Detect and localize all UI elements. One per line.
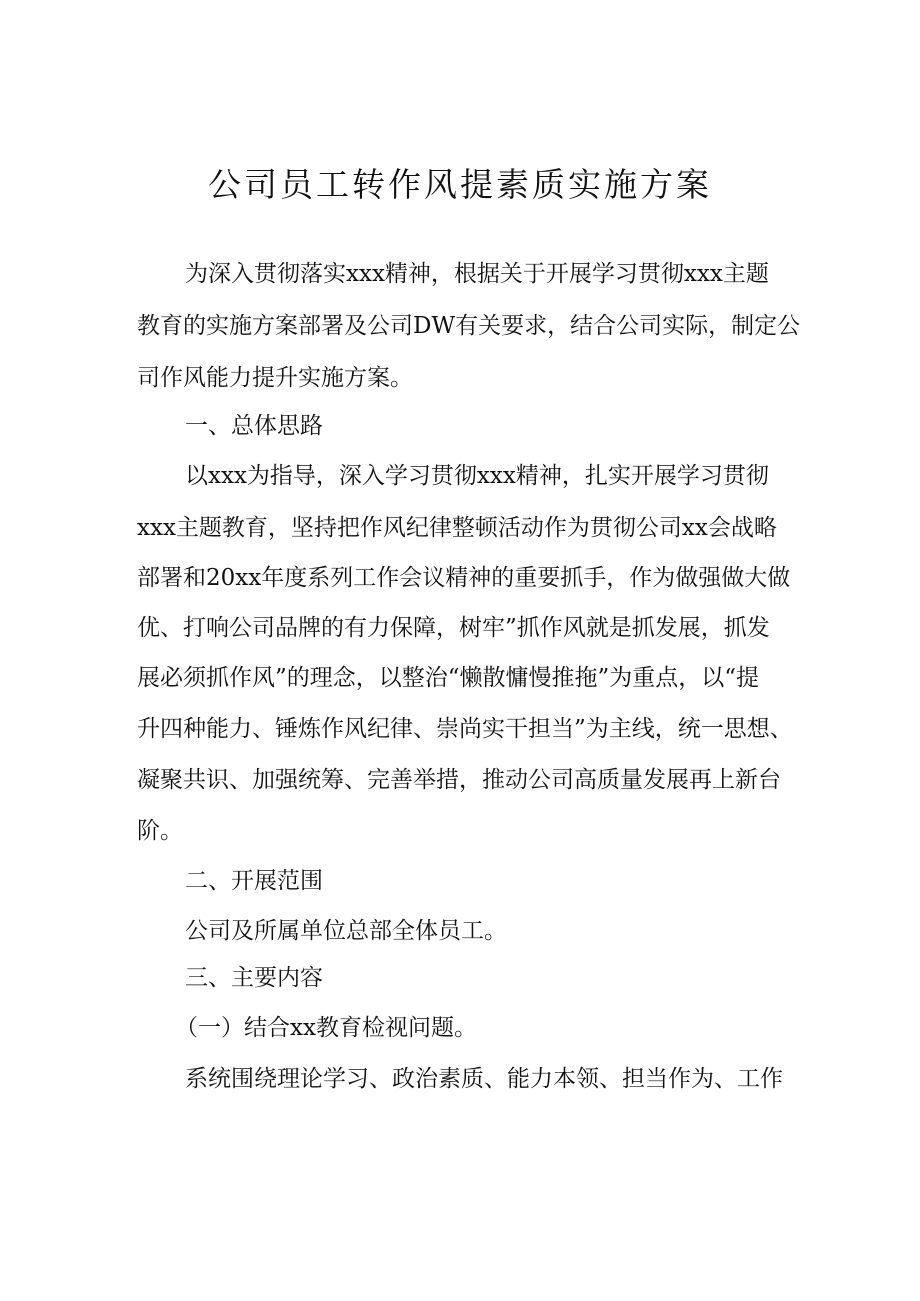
section-1-line-2: xxx主题教育，坚持把作风纪律整顿活动作为贯彻公司xx会战略 [137,515,777,541]
section-1-line-7: 凝聚共识、加强统筹、完善举措，推动公司高质量发展再上新台 [137,767,781,793]
section-3-subheading: （一）结合xx教育检视问题。 [175,1015,477,1041]
section-1-line-1: 以xxx为指导，深入学习贯彻xxx精神，扎实开展学习贯彻 [185,463,769,489]
section-1-line-6: 升四种能力、锤炼作风纪律、崇尚实干担当”为主线，统一思想、 [137,716,793,742]
section-3-text: 系统围绕理论学习、政治素质、能力本领、担当作为、工作 [185,1066,783,1092]
section-1-line-3: 部署和20xx年度系列工作会议精神的重要抓手，作为做强做大做 [137,565,791,591]
intro-line-3: 司作风能力提升实施方案。 [137,365,413,391]
section-1-heading: 一、总体思路 [185,413,323,439]
section-1-line-5: 展必须抓作风”的理念，以整治“懒散慵慢推拖”为重点，以“提 [137,665,760,691]
section-2-text: 公司及所属单位总部全体员工。 [185,918,507,944]
intro-line-1: 为深入贯彻落实xxx精神，根据关于开展学习贯彻xxx主题 [185,261,769,287]
section-3-heading: 三、主要内容 [185,965,323,991]
intro-line-2: 教育的实施方案部署及公司DW有关要求，结合公司实际，制定公 [137,313,801,339]
page-title: 公司员工转作风提素质实施方案 [208,165,712,204]
section-1-line-4: 优、打响公司品牌的有力保障，树牢”抓作风就是抓发展，抓发 [137,615,770,641]
section-1-line-8: 阶。 [137,818,183,844]
section-2-heading: 二、开展范围 [185,868,323,894]
